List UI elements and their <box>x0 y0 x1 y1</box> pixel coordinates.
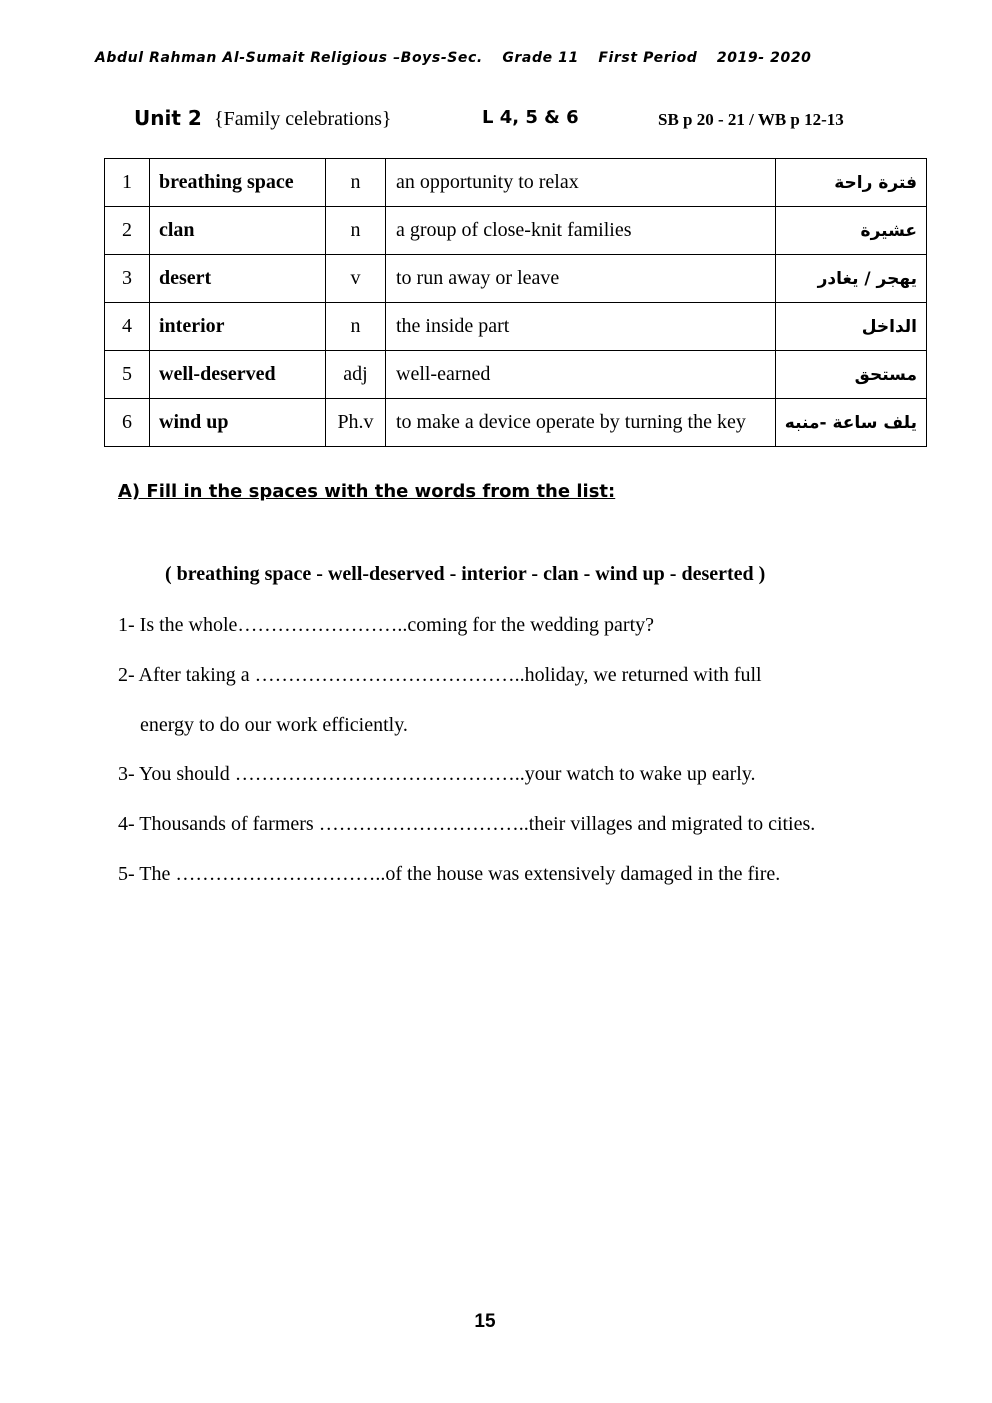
row-number: 1 <box>105 159 150 207</box>
part-of-speech: n <box>326 207 386 255</box>
table-row <box>105 399 927 447</box>
question-1: 1- Is the whole……………………..coming for the wedding party? <box>118 614 655 636</box>
arabic-meaning: عشيرة <box>776 207 927 255</box>
vocab-word: wind up <box>150 399 326 447</box>
definition: a group of close-knit families <box>386 207 776 255</box>
page-number: 15 <box>474 1311 496 1332</box>
vocab-word: well-deserved <box>150 351 326 399</box>
arabic-meaning: فترة راحة <box>776 159 927 207</box>
vocab-word: desert <box>150 255 326 303</box>
definition: an opportunity to relax <box>386 159 776 207</box>
vocabulary-table <box>104 158 927 447</box>
period: First Period <box>598 50 698 66</box>
question-4: 4- Thousands of farmers …………………………..their villages and migrated to cities. <box>118 813 816 835</box>
vocab-word: breathing space <box>150 159 326 207</box>
question-2-continued: energy to do our work efficiently. <box>140 714 408 736</box>
unit-label: Unit 2 <box>134 106 202 130</box>
table-row <box>105 351 927 399</box>
exercise-title: A) Fill in the spaces with the words from the list: <box>118 481 616 502</box>
arabic-meaning: الداخل <box>776 303 927 351</box>
arabic-meaning: يلف ساعة -منبه <box>776 399 927 447</box>
vocab-word: interior <box>150 303 326 351</box>
word-list: ( breathing space - well-deserved - interior - clan - wind up - deserted ) <box>165 563 766 585</box>
part-of-speech: adj <box>326 351 386 399</box>
row-number: 5 <box>105 351 150 399</box>
row-number: 6 <box>105 399 150 447</box>
school-year: 2019- 2020 <box>716 50 812 66</box>
row-number: 3 <box>105 255 150 303</box>
table-row <box>105 207 927 255</box>
school-name: Abdul Rahman Al-Sumait Religious –Boys-Sec. <box>95 50 483 66</box>
question-3: 3- You should ……………………………………..your watch to wake up early. <box>118 763 756 785</box>
arabic-meaning: مستحق <box>776 351 927 399</box>
table-row <box>105 159 927 207</box>
part-of-speech: v <box>326 255 386 303</box>
part-of-speech: n <box>326 303 386 351</box>
question-2: 2- After taking a …………………………………..holiday, we returned with full <box>118 664 762 686</box>
row-number: 2 <box>105 207 150 255</box>
school-header <box>95 50 865 66</box>
table-row <box>105 255 927 303</box>
unit-topic: {Family celebrations} <box>214 108 392 130</box>
vocab-word: clan <box>150 207 326 255</box>
table-row <box>105 303 927 351</box>
question-5: 5- The …………………………..of the house was extensively damaged in the fire. <box>118 863 781 885</box>
book-pages: SB p 20 - 21 / WB p 12-13 <box>658 110 844 129</box>
arabic-meaning: يهجر / يغادر <box>776 255 927 303</box>
part-of-speech: n <box>326 159 386 207</box>
definition: well-earned <box>386 351 776 399</box>
definition: to make a device operate by turning the key <box>386 399 776 447</box>
definition: to run away or leave <box>386 255 776 303</box>
unit-line <box>134 104 874 134</box>
row-number: 4 <box>105 303 150 351</box>
lessons: L 4, 5 & 6 <box>482 107 579 128</box>
grade: Grade 11 <box>502 50 579 66</box>
part-of-speech: Ph.v <box>326 399 386 447</box>
definition: the inside part <box>386 303 776 351</box>
